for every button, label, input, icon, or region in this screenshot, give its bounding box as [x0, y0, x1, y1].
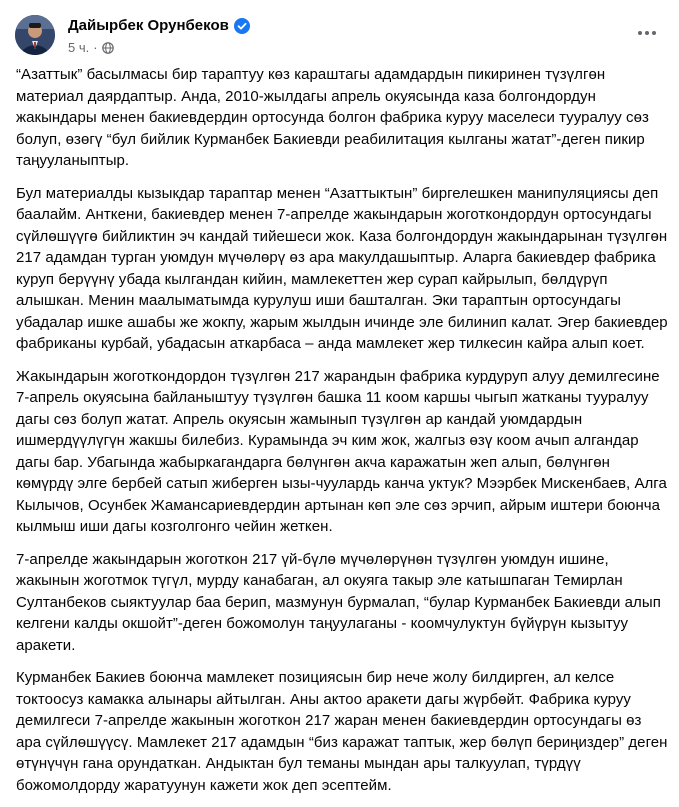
more-dot — [652, 31, 656, 35]
post-body — [16, 64, 668, 807]
post-paragraph-2: Бул материалды кызыкдар тараптар менен “Азаттыктын” биргелешкен манипуляциясы деп баалайм. Анткени, бакиевдер менен 7-апрелде жакындарын жоготкондордун ортосундагы сүйлөшүүгө бийликтин эч кандай тийешеси жок. Каза болгондордун жакындарынан түзүлгөн 217 адамдан турган уюмдун мүчөлөрү өз ара макулдашыптыр. Аларга бакиевдер фабрика куруп берүүнү убада кылгандан кийин, мамлекеттен жер сурап кайрылып, бөлдүрүп алышкан. Менин маалыматымда курулуш иши башталган. Эки тараптын ортосундагы убадалар ишке ашабы же жокпу, жарым жылдын ичинде эле билинип калат. Эгер бакиевдер фабриканы курбай, убадасын аткарбаса – анда мамлекет жер тилкесин кайра алып коет. — [16, 184, 668, 352]
post-header — [12, 10, 667, 60]
post-timestamp[interactable]: 5 ч. — [68, 40, 90, 55]
verified-badge-icon — [234, 18, 250, 34]
author-name[interactable]: Дайырбек Орунбеков — [68, 17, 229, 34]
avatar-image — [15, 15, 55, 55]
more-options-icon[interactable] — [633, 23, 661, 43]
globe-icon[interactable] — [102, 42, 114, 54]
more-dot — [638, 31, 642, 35]
more-dot — [645, 31, 649, 35]
post-paragraph-4: 7-апрелде жакындарын жоготкон 217 үй-бүлө мүчөлөрүнөн түзүлгөн уюмдун ишине, жакынын жоготмок түгүл, мурду канабаган, ал окуяга такыр эле катышпаган Темирлан Султанбеков сыяктуулар баа берип, мазмунун бурмалап, “булар Курманбек Бакиевди алып келгени калды окшойт”-деген божомолун таңуулаганы - коомчулуктун бүйүрүн кызытуу аракети. — [16, 550, 661, 654]
author-avatar[interactable] — [15, 15, 55, 55]
post-paragraph-5: Курманбек Бакиев боюнча мамлекет позициясын бир нече жолу билдирген, ал келсе токтоосуз камакка алынары айтылган. Аны актоо аракети дагы жүрбөйт. Фабрика куруу демилгеси 7-апрелде жакынын жоготкон 217 жаран менен бакиевдердин ортосундагы өз ара сүйлөшүүсү. Мамлекет 217 адамдын “биз каражат таптык, жер бөлүп бериңиздер” деген өтүнүчүн гана орундаткан. Андыктан бул теманы мындан ары талкуулап, түрдүү божомолдорду жаратуунун кажети жок деп эсептейм. — [16, 669, 668, 794]
post-meta — [68, 40, 114, 55]
post-paragraph-1: “Азаттык” басылмасы бир тараптуу көз караштагы адамдардын пикиринен түзүлгөн материал даярдаптыр. Анда, 2010-жылдагы апрель окуясында каза болгондордун жакындары менен бакиевдердин ортосунда болгон фабрика куруу маселеси тууралуу сөз болуп, өзөгү “бул бийлик Курманбек Бакиевди реабилитация кылганы жатат”-деген пикир таңууланыптыр. — [16, 66, 649, 169]
meta-separator: · — [93, 40, 98, 55]
post-paragraph-3: Жакындарын жоготкондордон түзүлгөн 217 жарандын фабрика курдуруп алуу демилгесине 7-апрель окуясына байланыштуу түзүлгөн башка 11 коом каршы чыгып жатканы тууралуу дагы сөз болуп жатат. Апрель окуясын жамынып түзүлгөн ар кандай уюмдардын ишмердүүлүгүн жакшы билебиз. Курамында эч ким жок, жалгыз өзү коом ачып алгандар дагы бар. Убагында жабыркагандарга бөлүнгөн акча каражатын жеп алып, бөлүнгөн көмүрдү элге бербей сатып жиберген ызы-чуулардь канча уктук? Мээрбек Мискенбаев, Алга Кылычов, Осунбек Жамансариевдердин артынан көп эле сөз эрчип, айрым иштери боюнча кылмыш иши дагы козголгонго чейин жеткен. — [16, 367, 667, 535]
